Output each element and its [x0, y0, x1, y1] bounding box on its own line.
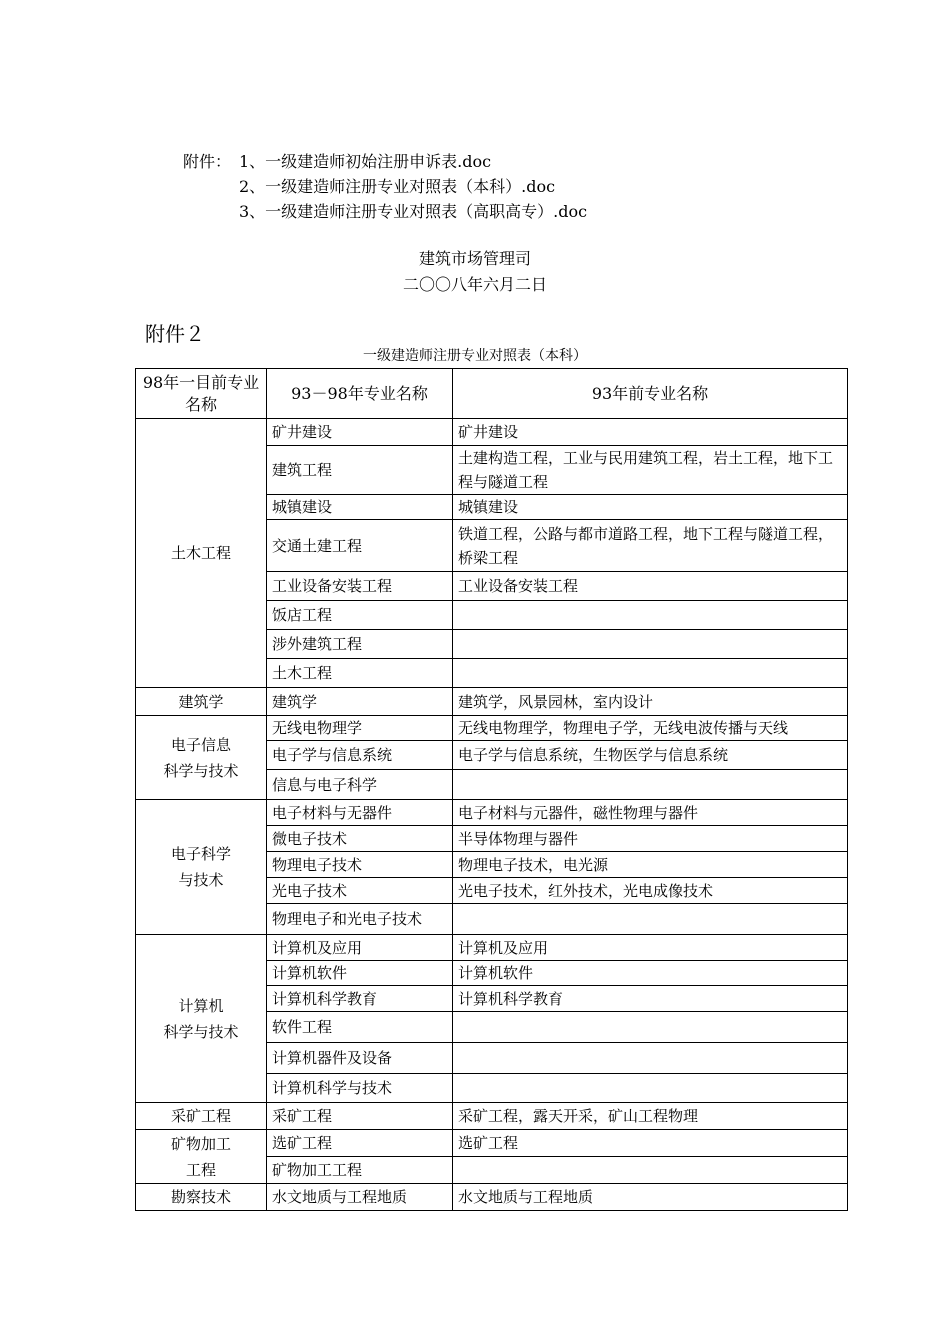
category-line: 电子科学 [170, 845, 231, 863]
major-pre93-cell: 工业设备安装工程 [453, 572, 848, 601]
major-93-98-cell: 微电子技术 [267, 826, 453, 852]
table-row [136, 800, 848, 826]
major-93-98-cell: 建筑学 [267, 688, 453, 716]
category-cell [136, 1103, 267, 1130]
category-line: 与技术 [178, 871, 224, 889]
signature-date: 二〇〇八年六月二日 [402, 275, 547, 294]
major-93-98-cell: 计算机科学与技术 [267, 1074, 453, 1103]
major-comparison-table [135, 368, 848, 1211]
major-93-98-cell: 城镇建设 [267, 495, 453, 520]
major-pre93-cell: 电子学与信息系统，生物医学与信息系统 [453, 741, 848, 770]
major-93-98-cell: 计算机科学教育 [267, 986, 453, 1012]
category-line: 工程 [185, 1160, 216, 1179]
category-line: 建筑学 [178, 692, 224, 711]
category-line: 土木工程 [170, 544, 231, 562]
major-pre93-cell [453, 1043, 848, 1074]
major-pre93-cell: 计算机及应用 [453, 935, 848, 961]
major-93-98-cell: 选矿工程 [267, 1130, 453, 1157]
major-pre93-cell [453, 1074, 848, 1103]
major-93-98-cell: 电子学与信息系统 [267, 741, 453, 770]
major-pre93-cell [453, 770, 848, 800]
column-header: 93年前专业名称 [453, 369, 848, 419]
major-pre93-cell: 矿井建设 [453, 419, 848, 446]
category-line: 科学与技术 [163, 1022, 239, 1041]
column-header: 98年一目前专业名称 [136, 369, 267, 419]
annex-heading: 附件２ [145, 322, 205, 346]
major-93-98-cell: 物理电子和光电子技术 [267, 904, 453, 935]
major-pre93-cell: 半导体物理与器件 [453, 826, 848, 852]
table-header-row [136, 369, 848, 419]
category-line: 计算机 [178, 996, 224, 1015]
major-pre93-cell: 采矿工程，露天开采，矿山工程物理 [453, 1103, 848, 1130]
major-93-98-cell: 计算机器件及设备 [267, 1043, 453, 1074]
category-cell [136, 1130, 267, 1184]
major-93-98-cell: 矿物加工工程 [267, 1157, 453, 1184]
table-row [136, 1103, 848, 1130]
table-title: 一级建造师注册专业对照表（本科） [363, 348, 587, 364]
major-pre93-cell: 无线电物理学，物理电子学，无线电波传播与天线 [453, 716, 848, 741]
major-93-98-cell: 信息与电子科学 [267, 770, 453, 800]
category-line: 采矿工程 [170, 1107, 231, 1125]
major-pre93-cell: 水文地质与工程地质 [453, 1184, 848, 1211]
category-line: 矿物加工 [170, 1134, 231, 1153]
category-cell [136, 800, 267, 935]
table-row [136, 935, 848, 961]
major-93-98-cell: 矿井建设 [267, 419, 453, 446]
major-93-98-cell: 土木工程 [267, 659, 453, 688]
attachment-link-1[interactable]: 1、一级建造师初始注册申诉表.doc [239, 152, 492, 171]
major-93-98-cell: 采矿工程 [267, 1103, 453, 1130]
category-cell [136, 688, 267, 716]
major-pre93-cell: 选矿工程 [453, 1130, 848, 1157]
major-93-98-cell: 水文地质与工程地质 [267, 1184, 453, 1211]
table-row [136, 716, 848, 741]
table-row [136, 419, 848, 446]
category-cell [136, 1184, 267, 1211]
table-row [136, 688, 848, 716]
major-pre93-cell: 铁道工程，公路与都市道路工程，地下工程与隧道工程，桥梁工程 [453, 520, 848, 572]
major-pre93-cell [453, 601, 848, 630]
category-line: 科学与技术 [163, 761, 239, 780]
attachments-prefix: 附件： [183, 152, 232, 171]
major-pre93-cell: 计算机科学教育 [453, 986, 848, 1012]
major-93-98-cell: 无线电物理学 [267, 716, 453, 741]
major-pre93-cell: 物理电子技术，电光源 [453, 852, 848, 878]
major-93-98-cell: 物理电子技术 [267, 852, 453, 878]
major-pre93-cell [453, 1157, 848, 1184]
category-cell [136, 935, 267, 1103]
major-93-98-cell: 软件工程 [267, 1012, 453, 1043]
category-cell [136, 419, 267, 688]
major-pre93-cell: 计算机软件 [453, 961, 848, 986]
column-header: 93－98年专业名称 [267, 369, 453, 419]
category-line: 勘察技术 [170, 1188, 231, 1206]
major-pre93-cell: 城镇建设 [453, 495, 848, 520]
table-row [136, 1130, 848, 1157]
major-pre93-cell: 土建构造工程，工业与民用建筑工程，岩土工程，地下工程与隧道工程 [453, 446, 848, 495]
category-cell [136, 716, 267, 800]
major-93-98-cell: 涉外建筑工程 [267, 630, 453, 659]
major-pre93-cell [453, 904, 848, 935]
category-line: 电子信息 [170, 735, 231, 754]
major-pre93-cell [453, 1012, 848, 1043]
attachment-link-3[interactable]: 3、一级建造师注册专业对照表（高职高专）.doc [239, 202, 588, 221]
major-93-98-cell: 交通土建工程 [267, 520, 453, 572]
table-row [136, 1184, 848, 1211]
major-93-98-cell: 计算机软件 [267, 961, 453, 986]
major-93-98-cell: 建筑工程 [267, 446, 453, 495]
major-93-98-cell: 工业设备安装工程 [267, 572, 453, 601]
major-93-98-cell: 计算机及应用 [267, 935, 453, 961]
attachment-link-2[interactable]: 2、一级建造师注册专业对照表（本科）.doc [239, 177, 556, 196]
signature-org: 建筑市场管理司 [418, 249, 531, 268]
major-93-98-cell: 光电子技术 [267, 878, 453, 904]
major-pre93-cell [453, 659, 848, 688]
major-pre93-cell: 电子材料与元器件，磁性物理与器件 [453, 800, 848, 826]
major-pre93-cell [453, 630, 848, 659]
major-93-98-cell: 电子材料与无器件 [267, 800, 453, 826]
major-pre93-cell: 建筑学，风景园林，室内设计 [453, 688, 848, 716]
major-pre93-cell: 光电子技术，红外技术，光电成像技术 [453, 878, 848, 904]
major-93-98-cell: 饭店工程 [267, 601, 453, 630]
